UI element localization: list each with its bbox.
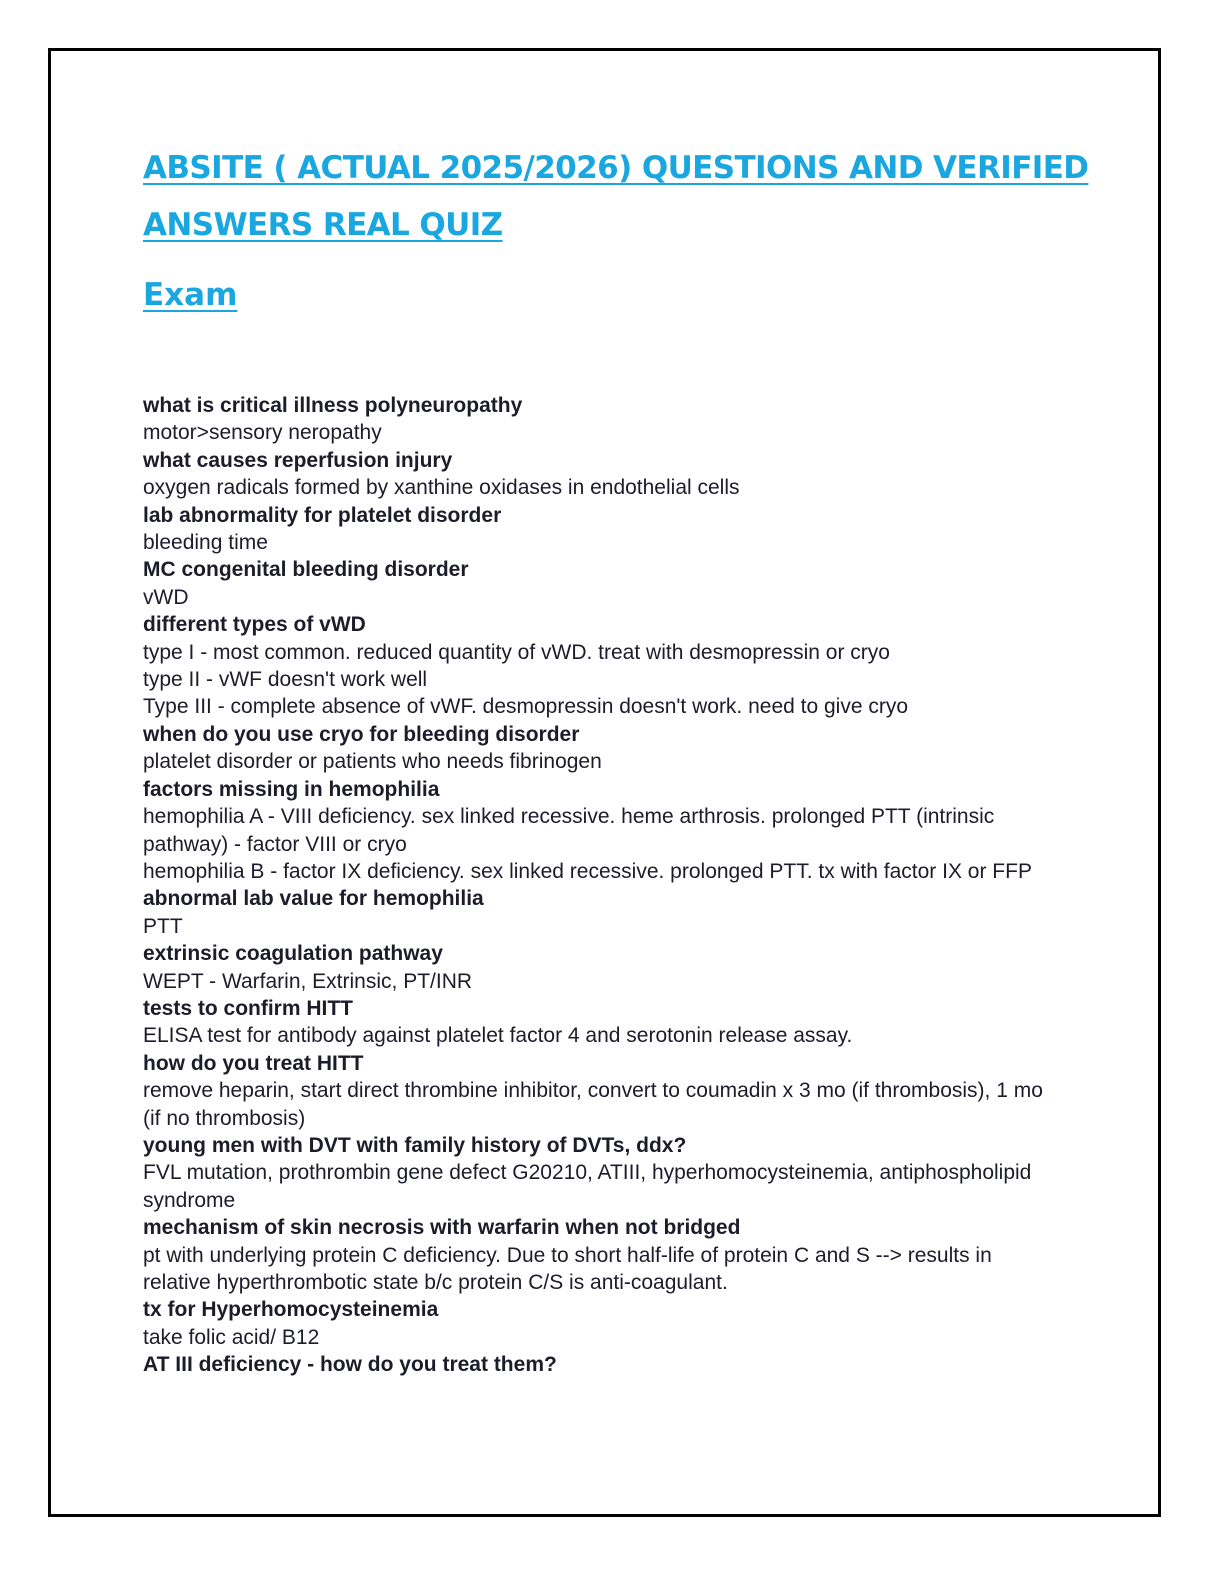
question-text: how do you treat HITT [143, 1051, 364, 1075]
question-text: mechanism of skin necrosis with warfarin when not bridged [143, 1216, 741, 1240]
question-text: different types of vWD [143, 613, 366, 637]
answer-text: WEPT - Warfarin, Extrinsic, PT/INR [143, 969, 473, 993]
qa-item [143, 885, 1053, 940]
question-text: extrinsic coagulation pathway [143, 942, 443, 966]
answer-text: remove heparin, start direct thrombine inhibitor, convert to coumadin x 3 mo (if thrombosis), 1 mo (if no thrombosis) [143, 1079, 1043, 1130]
question-text: tests to confirm HITT [143, 996, 354, 1020]
answer-text: bleeding time [143, 531, 268, 555]
document-title: ABSITE ( ACTUAL 2025/2026) QUESTIONS AND VERIFIED ANSWERS REAL QUIZ [143, 150, 1089, 243]
question-text: abnormal lab value for hemophilia [143, 887, 484, 911]
answer-text: pt with underlying protein C deficiency. Due to short half-life of protein C and S --> results in relative hyperthrombotic state b/c protein C/S is anti-coagulant. [143, 1243, 992, 1294]
question-text: what is critical illness polyneuropathy [143, 394, 523, 417]
answer-text: type I - most common. reduced quantity of vWD. treat with desmopressin or cryo [143, 640, 890, 664]
answer-text: Type III - complete absence of vWF. desmopressin doesn't work. need to give cryo [143, 695, 909, 719]
question-text: young men with DVT with family history of DVTs, ddx? [143, 1133, 687, 1157]
qa-item [143, 776, 1053, 886]
qa-item [143, 1296, 1053, 1351]
qa-item [143, 392, 1053, 447]
qa-item [143, 940, 1053, 995]
qa-item [143, 502, 1053, 557]
answer-text: PTT [143, 914, 183, 938]
answer-text: vWD [143, 585, 189, 609]
answer-text: hemophilia A - VIII deficiency. sex linked recessive. heme arthrosis. prolonged PTT (intrinsic pathway) - factor VIII or cryo [143, 805, 995, 856]
answer-text: motor>sensory neropathy [143, 421, 382, 445]
question-text: what causes reperfusion injury [143, 448, 453, 472]
answer-text: FVL mutation, prothrombin gene defect G20210, ATIII, hyperhomocysteinemia, antiphospholipid syndrome [143, 1161, 1032, 1212]
qa-item [143, 1050, 1053, 1132]
question-text: lab abnormality for platelet disorder [143, 503, 502, 527]
qa-item [143, 1214, 1053, 1296]
answer-text: oxygen radicals formed by xanthine oxidases in endothelial cells [143, 476, 740, 500]
qa-item [143, 1132, 1053, 1214]
qa-list [143, 392, 1053, 1379]
answer-text: type II - vWF doesn't work well [143, 668, 428, 692]
answer-text: platelet disorder or patients who needs fibrinogen [143, 750, 602, 774]
qa-item [143, 721, 1053, 776]
qa-item [143, 556, 1053, 611]
qa-item [143, 1351, 1053, 1378]
answer-text: take folic acid/ B12 [143, 1325, 320, 1349]
question-text: when do you use cryo for bleeding disorder [143, 722, 580, 746]
question-text: MC congenital bleeding disorder [143, 558, 469, 582]
qa-item [143, 447, 1053, 502]
qa-item [143, 611, 1053, 721]
document-subtitle: Exam [143, 277, 238, 313]
question-text: AT III deficiency - how do you treat them? [143, 1353, 557, 1377]
answer-text: ELISA test for antibody against platelet factor 4 and serotonin release assay. [143, 1024, 853, 1048]
qa-item [143, 995, 1053, 1050]
question-text: tx for Hyperhomocysteinemia [143, 1298, 439, 1322]
question-text: factors missing in hemophilia [143, 777, 440, 801]
answer-text: hemophilia B - factor IX deficiency. sex linked recessive. prolonged PTT. tx with factor IX or FFP [143, 859, 1032, 883]
